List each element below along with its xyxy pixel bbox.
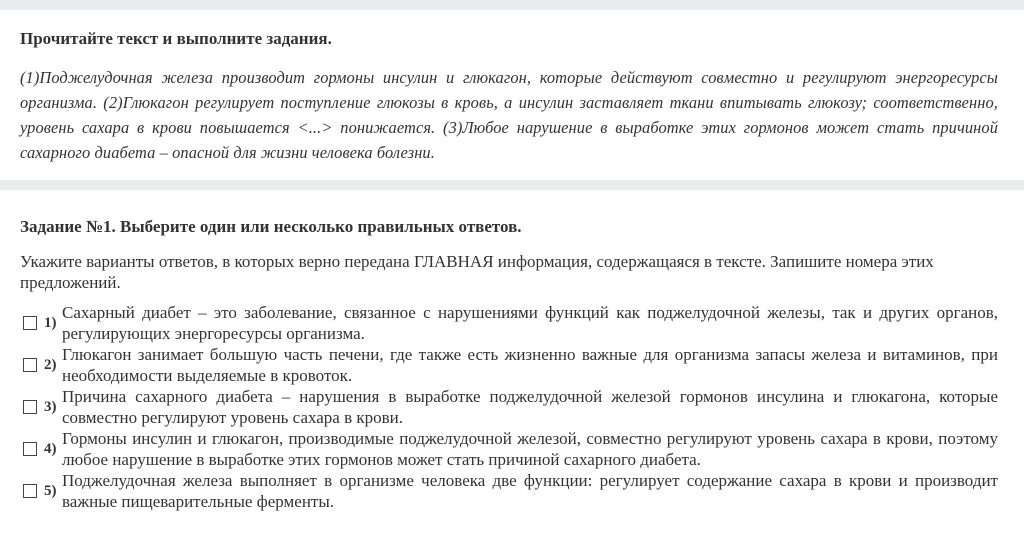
reading-panel: [0, 10, 1024, 180]
answer-number-1: 1): [44, 314, 57, 331]
section-divider: [0, 180, 1024, 190]
answer-checkbox-2[interactable]: [23, 358, 37, 372]
answer-option-1[interactable]: [20, 302, 998, 344]
answer-checkbox-5[interactable]: [23, 484, 37, 498]
answer-number-5: 5): [44, 482, 57, 499]
answer-option-4[interactable]: [20, 428, 998, 470]
answer-text-2: Глюкагон занимает большую часть печени, где также есть жизненно важные для организма запасы железа и витаминов, при необходимости выделяемые в кровоток.: [62, 345, 998, 385]
answer-option-3[interactable]: [20, 386, 998, 428]
task-instructions: Укажите варианты ответов, в которых верно передана ГЛАВНАЯ информация, содержащаяся в тексте. Запишите номера этих предложений.: [20, 252, 934, 292]
task-heading: Задание №1. Выберите один или несколько правильных ответов.: [20, 217, 522, 236]
answer-options: [20, 302, 998, 512]
answer-checkbox-3[interactable]: [23, 400, 37, 414]
answer-option-5[interactable]: [20, 470, 998, 512]
top-divider: [0, 0, 1024, 10]
answer-option-2[interactable]: [20, 344, 998, 386]
answer-number-3: 3): [44, 398, 57, 415]
answer-checkbox-1[interactable]: [23, 316, 37, 330]
answer-text-3: Причина сахарного диабета – нарушения в выработке поджелудочной железой гормонов инсулина и глюкагона, которые совместно регулируют уровень сахара в крови.: [62, 387, 998, 427]
answer-text-4: Гормоны инсулин и глюкагон, производимые поджелудочной железой, совместно регулируют уровень сахара в крови, поэтому любое нарушение в выработке этих гормонов может стать причиной сахарного диабета.: [62, 429, 998, 469]
answer-text-5: Поджелудочная железа выполняет в организме человека две функции: регулирует содержание сахара в крови и производит важные пищеварительные ферменты.: [62, 471, 998, 511]
answer-number-4: 4): [44, 440, 57, 457]
reading-heading: Прочитайте текст и выполните задания.: [20, 29, 332, 48]
answer-checkbox-4[interactable]: [23, 442, 37, 456]
answer-number-2: 2): [44, 356, 57, 373]
task-panel: [0, 190, 1024, 552]
answer-text-1: Сахарный диабет – это заболевание, связанное с нарушениями функций как поджелудочной железы, так и других органов, регулирующих энергоресурсы организма.: [62, 303, 998, 343]
reading-passage: (1)Поджелудочная железа производит гормоны инсулин и глюкагон, которые действуют совместно и регулируют энергоресурсы организма. (2)Глюкагон регулирует поступление глюкозы в кровь, а инсулин заставляет ткани впитывать глюкозу; соответственно, уровень сахара в крови повышается <...> понижается. (3)Любое нарушение в выработке этих гормонов может стать причиной сахарного диабета – опасной для жизни человека болезни.: [20, 68, 998, 162]
